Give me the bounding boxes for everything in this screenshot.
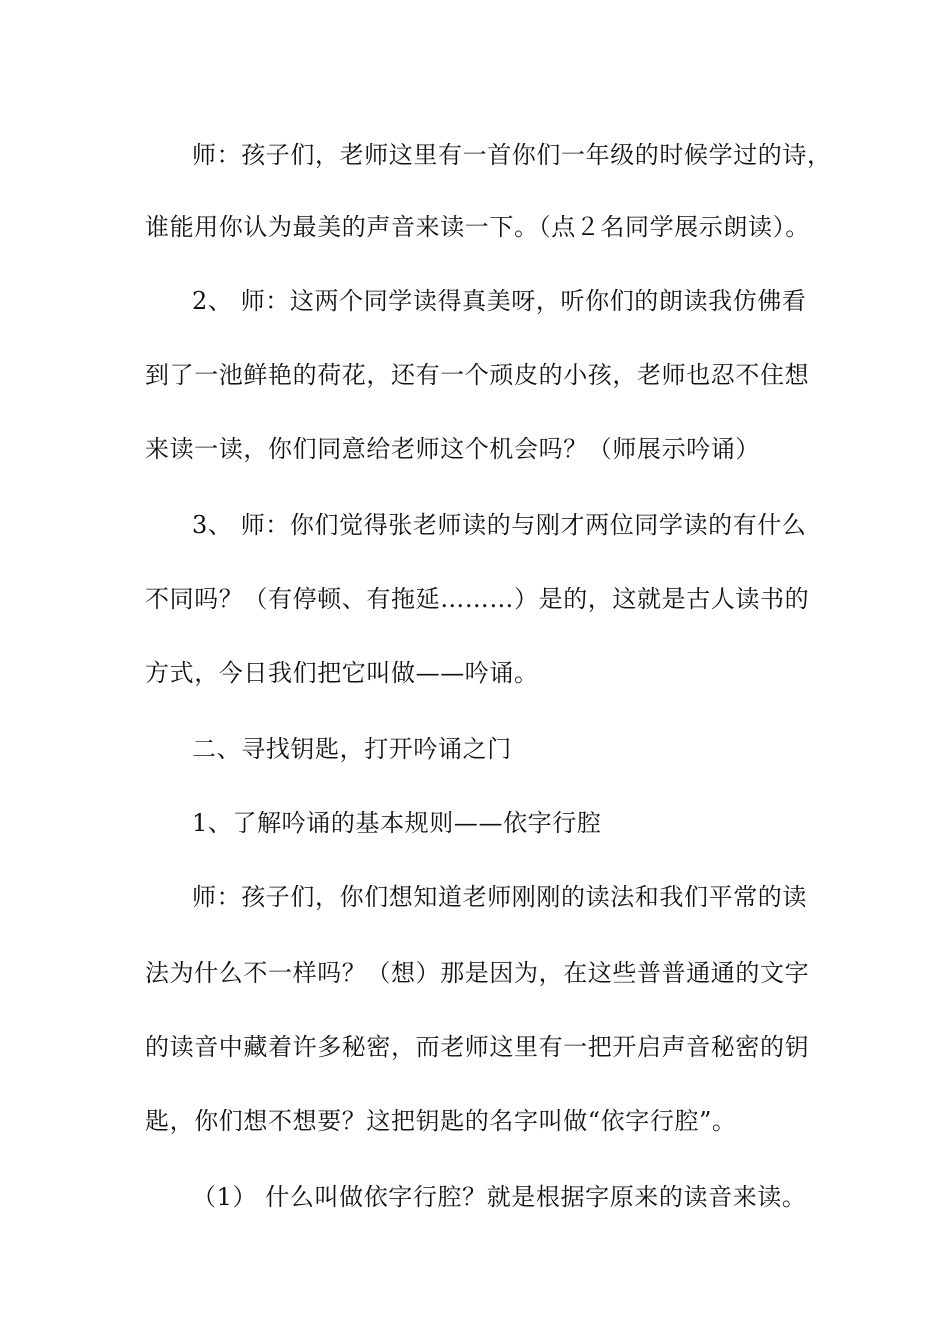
text-line-11: 师：孩子们，你们想知道老师刚刚的读法和我们平常的读 xyxy=(192,883,807,911)
text-line-8: 方式，今日我们把它叫做——吟诵。 xyxy=(145,659,539,687)
text-line-4: 到了一池鲜艳的荷花，还有一个顽皮的小孩，老师也忍不住想 xyxy=(145,361,810,389)
text-line-2: 谁能用你认为最美的声音来读一下。（点２名同学展示朗读）。 xyxy=(145,213,810,241)
text-line-13: 的读音中藏着许多秘密，而老师这里有一把开启声音秘密的钥 xyxy=(145,1033,810,1061)
text-line-12: 法为什么不一样吗？（想）那是因为，在这些普普通通的文字 xyxy=(145,959,810,987)
text-line-3: 2、 师：这两个同学读得真美呀，听你们的朗读我仿佛看 xyxy=(192,287,807,315)
subsection-heading: 1、了解吟诵的基本规则——依字行腔 xyxy=(192,809,602,837)
text-line-15: （1） 什么叫做依字行腔？就是根据字原来的读音来读。 xyxy=(192,1183,807,1211)
text-line-5: 来读一读，你们同意给老师这个机会吗？（师展示吟诵） xyxy=(145,435,760,463)
text-line-6: 3、 师：你们觉得张老师读的与刚才两位同学读的有什么 xyxy=(192,511,807,539)
section-heading: 二、寻找钥匙，打开吟诵之门 xyxy=(192,735,512,763)
text-line-1: 师：孩子们，老师这里有一首你们一年级的时候学过的诗， xyxy=(192,141,832,169)
text-line-14: 匙，你们想不想要？这把钥匙的名字叫做“依字行腔”。 xyxy=(145,1107,737,1135)
text-line-7: 不同吗？（有停顿、有拖延………）是的，这就是古人读书的 xyxy=(145,585,810,613)
